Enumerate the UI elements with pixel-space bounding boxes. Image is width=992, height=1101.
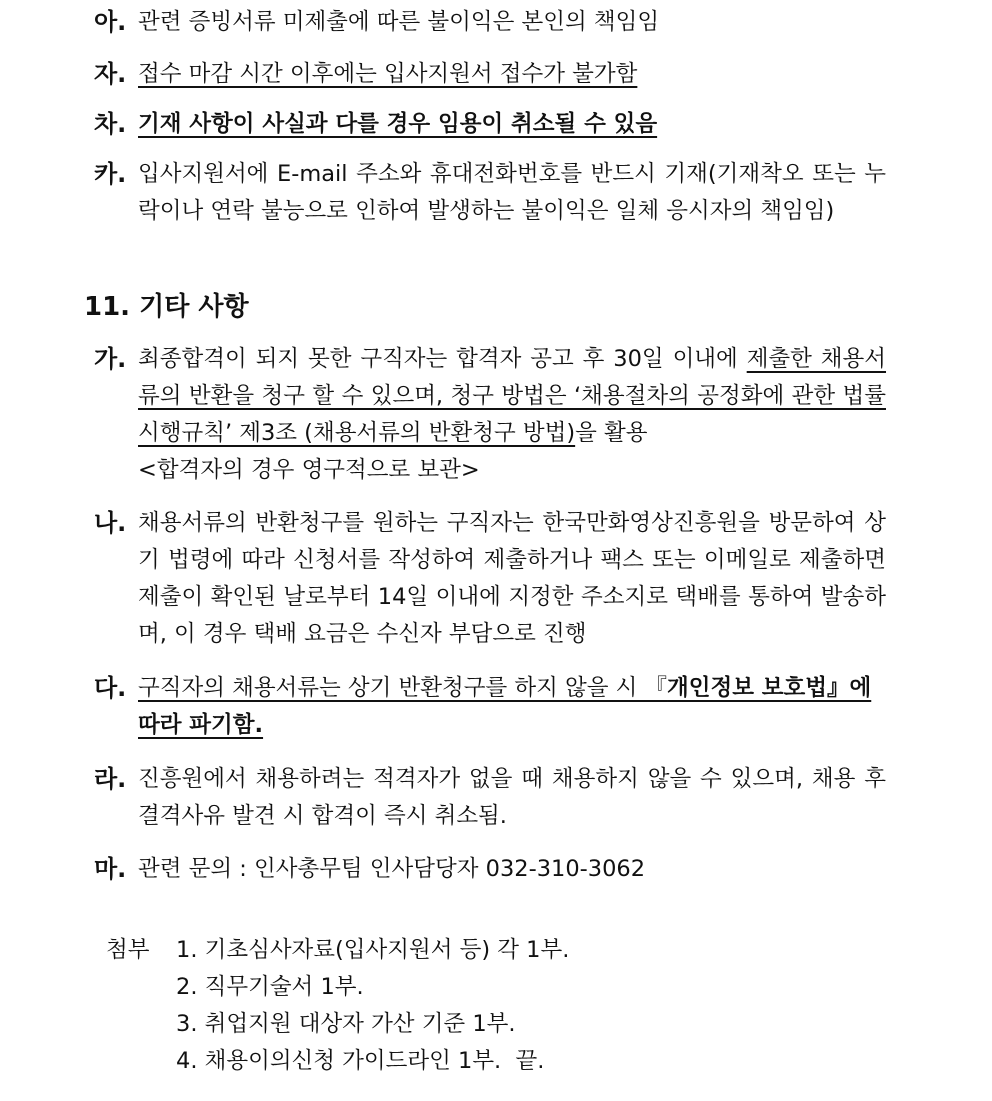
- item-ra: [94, 761, 886, 835]
- item-text-plain: 최종합격이 되지 못한 구직자는 합격자 공고 후 30일 이내에: [138, 346, 747, 372]
- item-text: 채용서류의 반환청구를 원하는 구직자는 한국만화영상진흥원을 방문하여 상기 법령에 따라 신청서를 작성하여 제출하거나 팩스 또는 이메일로 제출하면 제출이 확인된 날로부터 14일 이내에 지정한 주소지로 택배를 통하여 발송하며, 이 경우 택배 요금은 수신자 부담으로 진행: [138, 510, 886, 647]
- attachment-item: 3. 취업지원 대상자 가산 기준 1부.: [176, 1011, 516, 1037]
- item-marker: 자.: [94, 60, 127, 88]
- attachment-item: 1. 기초심사자료(입사지원서 등) 각 1부.: [176, 937, 570, 963]
- item-a: [94, 4, 886, 41]
- item-text-plain: 구직자의 채용서류는 상기 반환청구를 하지 않을 시 『: [138, 675, 668, 701]
- item-text-tail: 을 활용: [575, 420, 648, 446]
- attachments-list: [176, 932, 569, 1080]
- item-text-bold: 개인정보 보호법: [667, 675, 827, 701]
- item-text-after: 』에 따라 파기함.: [138, 675, 872, 738]
- item-marker: 카.: [94, 160, 127, 188]
- item-text: 관련 증빙서류 미제출에 따른 불이익은 본인의 책임임: [138, 9, 660, 35]
- item-marker: 가.: [94, 345, 127, 373]
- item-text: 기재 사항이 사실과 다를 경우 임용이 취소될 수 있음: [138, 111, 658, 137]
- item-text: 접수 마감 시간 이후에는 입사지원서 접수가 불가함: [138, 61, 638, 87]
- section-heading: 11. 기타 사항: [84, 292, 249, 322]
- item-marker: 아.: [94, 8, 127, 36]
- item-text: 관련 문의 : 인사총무팀 인사담당자 032-310-3062: [138, 856, 646, 882]
- item-text: [138, 670, 886, 744]
- item-marker: 다.: [94, 674, 127, 702]
- item-text-underlined: 제출한 채용서류의 반환을 청구 할 수 있으며, 청구 방법은 ‘채용절차의 공정화에 관한 법률 시행규칙’ 제3조 (채용서류의 반환청구 방법): [138, 346, 887, 446]
- item-na: [94, 505, 886, 653]
- attachment-item: 2. 직무기술서 1부.: [176, 974, 364, 1000]
- item-text: 입사지원서에 E-mail 주소와 휴대전화번호를 반드시 기재(기재착오 또는 누락이나 연락 불능으로 인하여 발생하는 불이익은 일체 응시자의 책임임): [138, 161, 886, 224]
- item-marker: 마.: [94, 855, 127, 883]
- item-cha: [94, 106, 886, 143]
- item-ka: [94, 156, 886, 230]
- item-marker: 차.: [94, 110, 127, 138]
- item-marker: 라.: [94, 765, 127, 793]
- attachments: [106, 932, 569, 1080]
- attachment-item: 4. 채용이의신청 가이드라인 1부. 끝.: [176, 1048, 545, 1074]
- item-note: <합격자의 경우 영구적으로 보관>: [138, 457, 480, 483]
- attachments-label: 첨부: [106, 937, 150, 963]
- item-marker: 나.: [94, 509, 127, 537]
- item-ga: [94, 341, 886, 489]
- item-ma: [94, 851, 886, 888]
- item-text: [138, 341, 886, 452]
- item-text: 진흥원에서 채용하려는 적격자가 없을 때 채용하지 않을 수 있으며, 채용 후 결격사유 발견 시 합격이 즉시 취소됨.: [138, 766, 886, 829]
- item-ja: [94, 56, 886, 93]
- item-da: [94, 670, 886, 744]
